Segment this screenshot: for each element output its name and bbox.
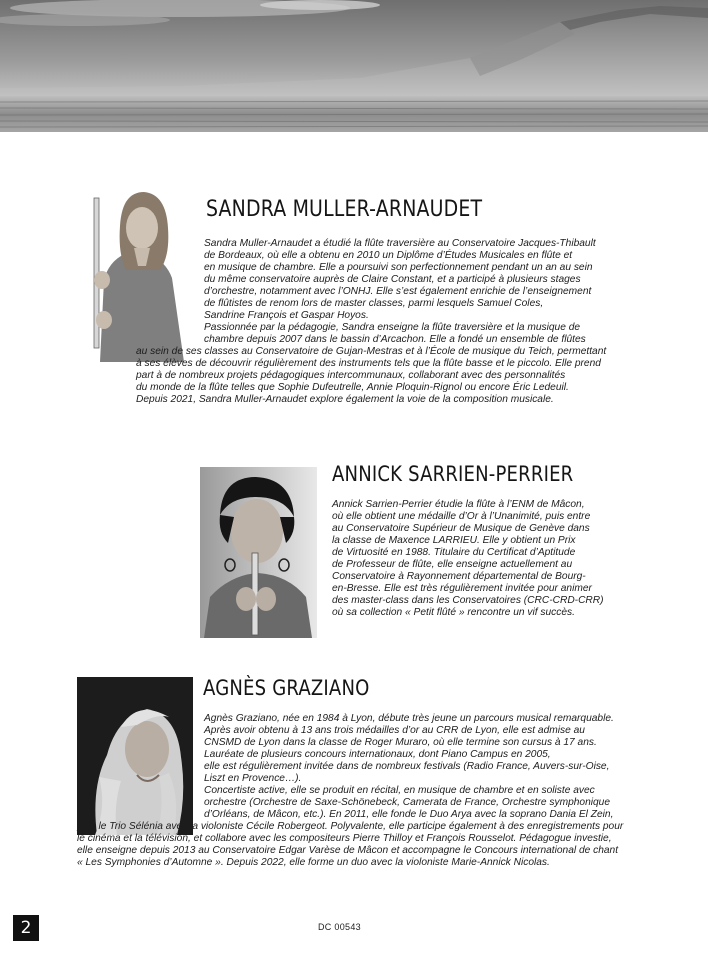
bio-line: Sandrine François et Gaspar Hoyos. [204,310,369,321]
bio-line: Liszt en Provence…). [204,773,302,784]
bio-line: de Bordeaux, où elle a obtenu en 2010 un Diplôme d’Études Musicales en flûte et [204,250,573,261]
catalog-number: DC 00543 [318,922,361,932]
artist-name: ANNICK SARRIEN-PERRIER [332,462,574,486]
bio-line: Concertiste active, elle se produit en récital, en musique de chambre et en soliste avec [204,785,595,796]
bio-line: en-Bresse. Elle est très régulièrement invitée pour animer [332,583,592,594]
bio-line: du monde de la flûte telles que Sophie Dufeutrelle, Annie Ploquin-Rignol ou encore Éric Ledeuil. [136,382,569,393]
artist-biography [332,499,604,619]
bio-line: le cinéma et la télévision, et collabore avec les compositeurs Pierre Thilloy et François Rousselot. Pédagogue investie, [77,833,612,844]
artist-name: SANDRA MULLER-ARNAUDET [206,197,483,222]
bio-line: de Virtuosité en 1988. Titulaire du Certificat d’Aptitude [332,547,576,558]
bio-line: part à de nombreux projets pédagogiques intercommunaux, collaborant avec des personnalités [136,370,566,381]
bio-line: à ses élèves de découvrir régulièrement des instruments tels que la flûte basse et le piccolo. Elle prend [136,358,601,369]
bio-line: de Professeur de flûte, elle enseigne actuellement au [332,559,573,570]
bio-line: Lauréate de plusieurs concours internationaux, dont Piano Campus en 2005, [204,749,551,760]
flutist-portrait-photo [200,467,317,638]
artist-name: AGNÈS GRAZIANO [203,676,370,700]
bio-line: Sandra Muller-Arnaudet a étudié la flûte traversière au Conservatoire Jacques-Thibault [204,238,596,249]
bio-line: Après avoir obtenu à 13 ans trois médailles d’or au CRR de Lyon, elle est admise au [204,725,585,736]
bio-line: Conservatoire à Rayonnement départemental de Bourg- [332,571,586,582]
bio-line: elle est régulièrement invitée dans de nombreux festivals (Radio France, Auvers-sur-Oise, [204,761,610,772]
bio-line: elle enseigne depuis 2013 au Conservatoire Edgar Varèse de Mâcon et accompagne le Concours international de chant [77,845,619,856]
page-number: 2 [13,915,39,941]
bio-line: Agnès Graziano, née en 1984 à Lyon, débute très jeune un parcours musical remarquable. [204,713,614,724]
bio-line: Passionnée par la pédagogie, Sandra enseigne la flûte traversière et la musique de [204,322,581,333]
bio-line: d’Orléans, de Mâcon, etc.). En 2011, elle fonde le Duo Arya avec la soprano Dania El Zein, [204,809,614,820]
artist-biography [77,713,623,869]
bio-line: la classe de Maxence LARRIEU. Elle y obtient un Prix [332,535,576,546]
bio-line: puis le Trio Sélénia avec la violoniste Cécile Robergeot. Polyvalente, elle participe également à des enregistrements pour [77,821,624,832]
bio-line: au Conservatoire Supérieur de Musique de Genève dans [332,523,590,534]
bio-line: où sa collection « Petit flûté » rencontre un vif succès. [332,607,575,618]
bio-line: orchestre (Orchestre de Saxe-Schönebeck, Camerata de France, Orchestre symphonique [204,797,610,808]
bio-line: d’orchestre, notamment avec l’ONHJ. Elle s’est également enrichie de l’enseignement [204,286,592,297]
bio-line: Annick Sarrien-Perrier étudie la flûte à l’ENM de Mâcon, [332,499,585,510]
bio-line: en musique de chambre. Elle a poursuivi son perfectionnement pendant un an au sein [204,262,593,273]
bio-line: CNSMD de Lyon dans la classe de Roger Muraro, où elle termine son cursus à 17 ans. [204,737,597,748]
bio-line: Depuis 2021, Sandra Muller-Arnaudet explore également la voie de la composition musicale. [136,394,554,405]
bio-line: chambre depuis 2007 dans le bassin d’Arcachon. Elle a fondé un ensemble de flûtes [204,334,586,345]
bio-line: au sein de ses classes au Conservatoire de Gujan-Mestras et à l’École de musique du Teich, permettant [136,346,607,357]
bio-line: « Les Symphonies d’Automne ». Depuis 2022, elle forme un duo avec la violoniste Marie-Annick Nicolas. [77,857,550,868]
bio-line: de flûtistes de renom lors de master classes, parmi lesquels Samuel Coles, [204,298,544,309]
bio-line: où elle obtient une médaille d’Or à l’Unanimité, puis entre [332,511,591,522]
bio-line: du même conservatoire auprès de Claire Constant, et a participé à plusieurs stages [204,274,581,285]
bio-line: des master-class dans les Conservatoires (CRC-CRD-CRR) [332,595,604,606]
artist-biography [136,238,606,406]
banner-landscape-image [0,0,708,132]
